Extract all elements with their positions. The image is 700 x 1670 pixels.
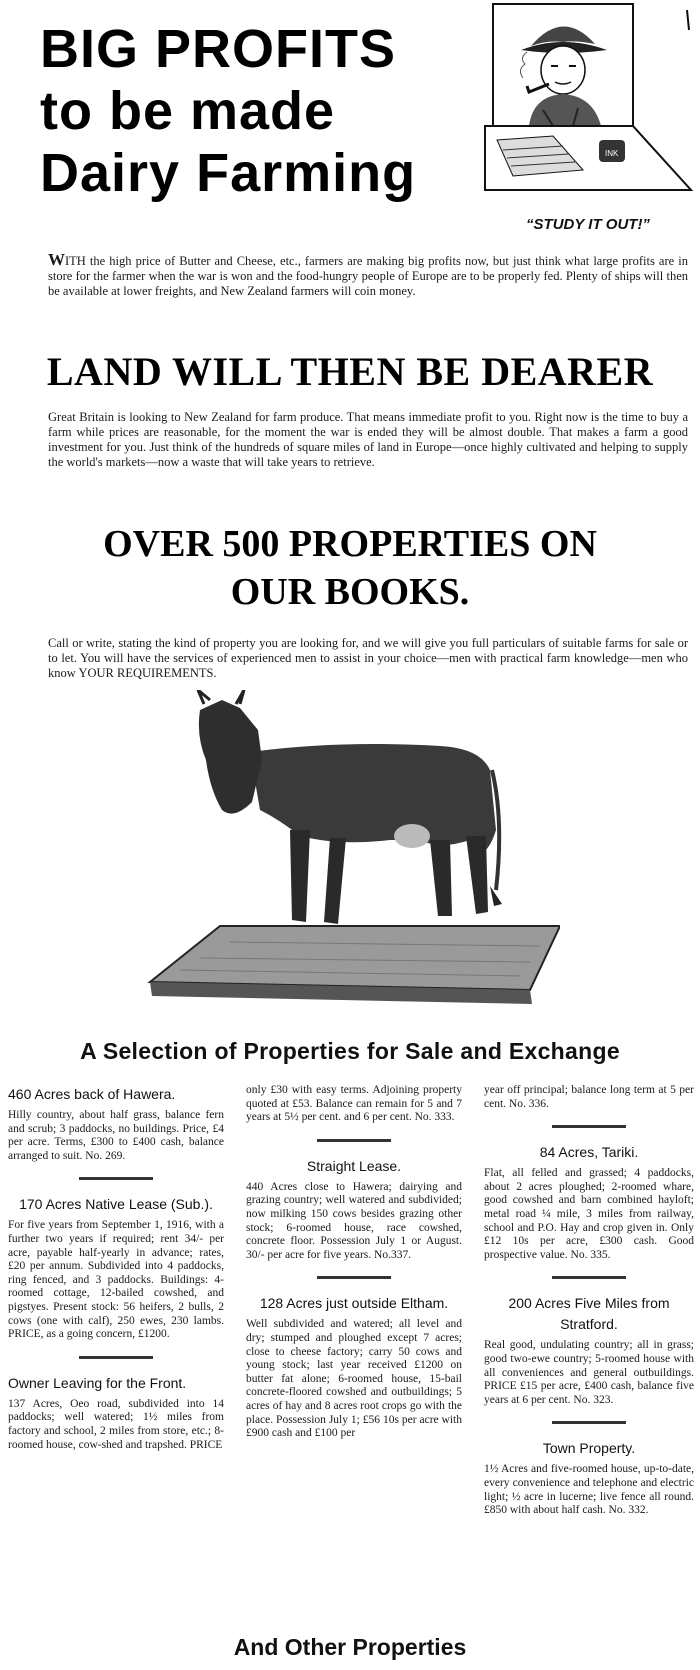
- listings-column-3: [484, 1084, 694, 1518]
- listing-text: 1½ Acres and five-roomed house, up-to-date, every convenience and telephone and electric light; ½ acre in lucerne; live fence all round. £850 with about half cash. No. 332.: [484, 1463, 694, 1517]
- intro-paragraph: [48, 252, 688, 299]
- headline: [40, 18, 470, 204]
- illustration-caption: “STUDY IT OUT!”: [526, 216, 650, 233]
- listing-text-continued: only £30 with easy terms. Adjoining property quoted at £53. Balance can remain for 5 and 7 years at 5½ per cent. and 6 per cent. No. 333.: [246, 1084, 462, 1124]
- listing-text: For five years from September 1, 1916, with a further two years if required; rent 34/- per acre, payable half-yearly in advance; rates, £20 per annum. Subdivided into 4 paddocks, ring fenced, and 3 paddocks. Buildings: 4-roomed cottage, 12-bailed cowshed, and pigstyes. Present stock: 56 heifers, 2 bulls, 2 cows (one with calf), 250 ewes, 230 lambs. PRICE, as a going concern, £1200.: [8, 1219, 224, 1341]
- divider-rule: [79, 1177, 153, 1180]
- banner-land-dearer: LAND WILL THEN BE DEARER: [46, 349, 654, 394]
- listing-heading: 460 Acres back of Hawera.: [8, 1086, 176, 1102]
- call-or-write-paragraph: Call or write, stating the kind of property you are looking for, and we will give you full particulars of suitable farms for sale or to let. You will have the services of experienced men to assist in your choice—men with practical farm knowledge—men who know YOUR REQUIREMENTS.: [48, 636, 688, 680]
- drop-cap: W: [48, 250, 65, 269]
- svg-text:INK: INK: [605, 149, 619, 158]
- listing-heading: Owner Leaving for the Front.: [8, 1374, 187, 1391]
- listings-column-2: [246, 1084, 462, 1441]
- listing-heading: Straight Lease.: [306, 1157, 402, 1174]
- listings-column-1: [8, 1084, 224, 1452]
- banner-properties-line-1: OVER 500 PROPERTIES ON: [103, 523, 597, 565]
- listing-text: 137 Acres, Oeo road, subdivided into 14 paddocks; well watered; 1½ miles from factory and school, 2 miles from store, etc.; 8-roomed house, cow-shed and trapshed. PRICE: [8, 1397, 224, 1451]
- listing-text: Well subdivided and watered; all level and dry; stumped and ploughed except 7 acres; close to cheese factory; carry 50 cows and young stock; last year received £1200 on butter fat alone; 6-roomed house, 15-bail concrete-floored cowshed and outbuildings; 5 acres of hay and 8 acres root crops go with the place. Possession July 1; £56 10s per acre with £900 cash and £100 per: [246, 1318, 462, 1440]
- headline-line-2: to be made: [40, 81, 336, 141]
- divider-rule: [552, 1421, 626, 1424]
- listing-heading: 200 Acres Five Miles from Stratford.: [508, 1295, 670, 1333]
- headline-line-3: Dairy Farming: [40, 143, 417, 203]
- farmer-illustration: [483, 0, 695, 250]
- listing-heading: 170 Acres Native Lease (Sub.).: [19, 1196, 213, 1213]
- listing-heading: 84 Acres, Tariki.: [539, 1144, 639, 1161]
- divider-rule: [552, 1276, 626, 1279]
- listing-heading: Town Property.: [542, 1440, 636, 1457]
- selection-title: A Selection of Properties for Sale and Exchange: [80, 1038, 620, 1064]
- listing-text: Flat, all felled and grassed; 4 paddocks, about 2 acres ploughed; 2-roomed whare, good cowshed and barn combined hayloft; metal road ¼ mile, 3 miles from railway, school and P.O. Hay and crop given in. Only £12 10s per acre, £300 cash. Good prospective value. No. 335.: [484, 1167, 694, 1261]
- britain-paragraph: Great Britain is looking to New Zealand for farm produce. That means immediate profit to you. Right now is the time to buy a farm while prices are reasonable, for the moment the war is ended they will be almost double. That makes a farm a good investment for you. Just think of the hundreds of square miles of land in Europe—once highly cultivated and helping to supply the world's markets—now a waste that will take years to retrieve.: [48, 410, 688, 469]
- headline-line-1: BIG PROFITS: [40, 19, 397, 79]
- listing-text-continued: year off principal; balance long term at 5 per cent. No. 336.: [484, 1084, 694, 1110]
- divider-rule: [79, 1356, 153, 1359]
- listing-heading: 128 Acres just outside Eltham.: [259, 1295, 449, 1312]
- cow-image: [140, 690, 560, 1020]
- listing-text: 440 Acres close to Hawera; dairying and grazing country; well watered and subdivided; now milking 150 cows besides grazing other stock; 6-roomed house, race cowshed, concrete floor. Possession July 1 or August. 30/- per acre for five years. No.337.: [246, 1180, 462, 1261]
- divider-rule: [317, 1139, 391, 1142]
- banner-properties: [0, 520, 700, 616]
- listing-text: Real good, undulating country; all in grass; good two-ewe country; 5-roomed house with all conveniences and general outbuildings. PRICE £15 per acre, £400 cash, balance five years at 6 per cent. No. 323.: [484, 1339, 694, 1406]
- divider-rule: [552, 1125, 626, 1128]
- listing-text: Hilly country, about half grass, balance fern and scrub; 3 paddocks, no buildings. Price, £4 per acre. Terms, £300 to £400 cash, balance arranged to suit. No. 269.: [8, 1109, 224, 1162]
- intro-text: ITH the high price of Butter and Cheese, etc., farmers are making big profits now, but just think what large profits are in store for the farmer when the war is won and the food-hungry people of Europe are to be properly fed. Plenty of ships will then be available at lower freights, and New Zealand farmers will coin money.: [48, 254, 688, 298]
- banner-properties-line-2: OUR BOOKS.: [230, 571, 470, 613]
- footer-title: And Other Properties: [233, 1634, 467, 1660]
- divider-rule: [317, 1276, 391, 1279]
